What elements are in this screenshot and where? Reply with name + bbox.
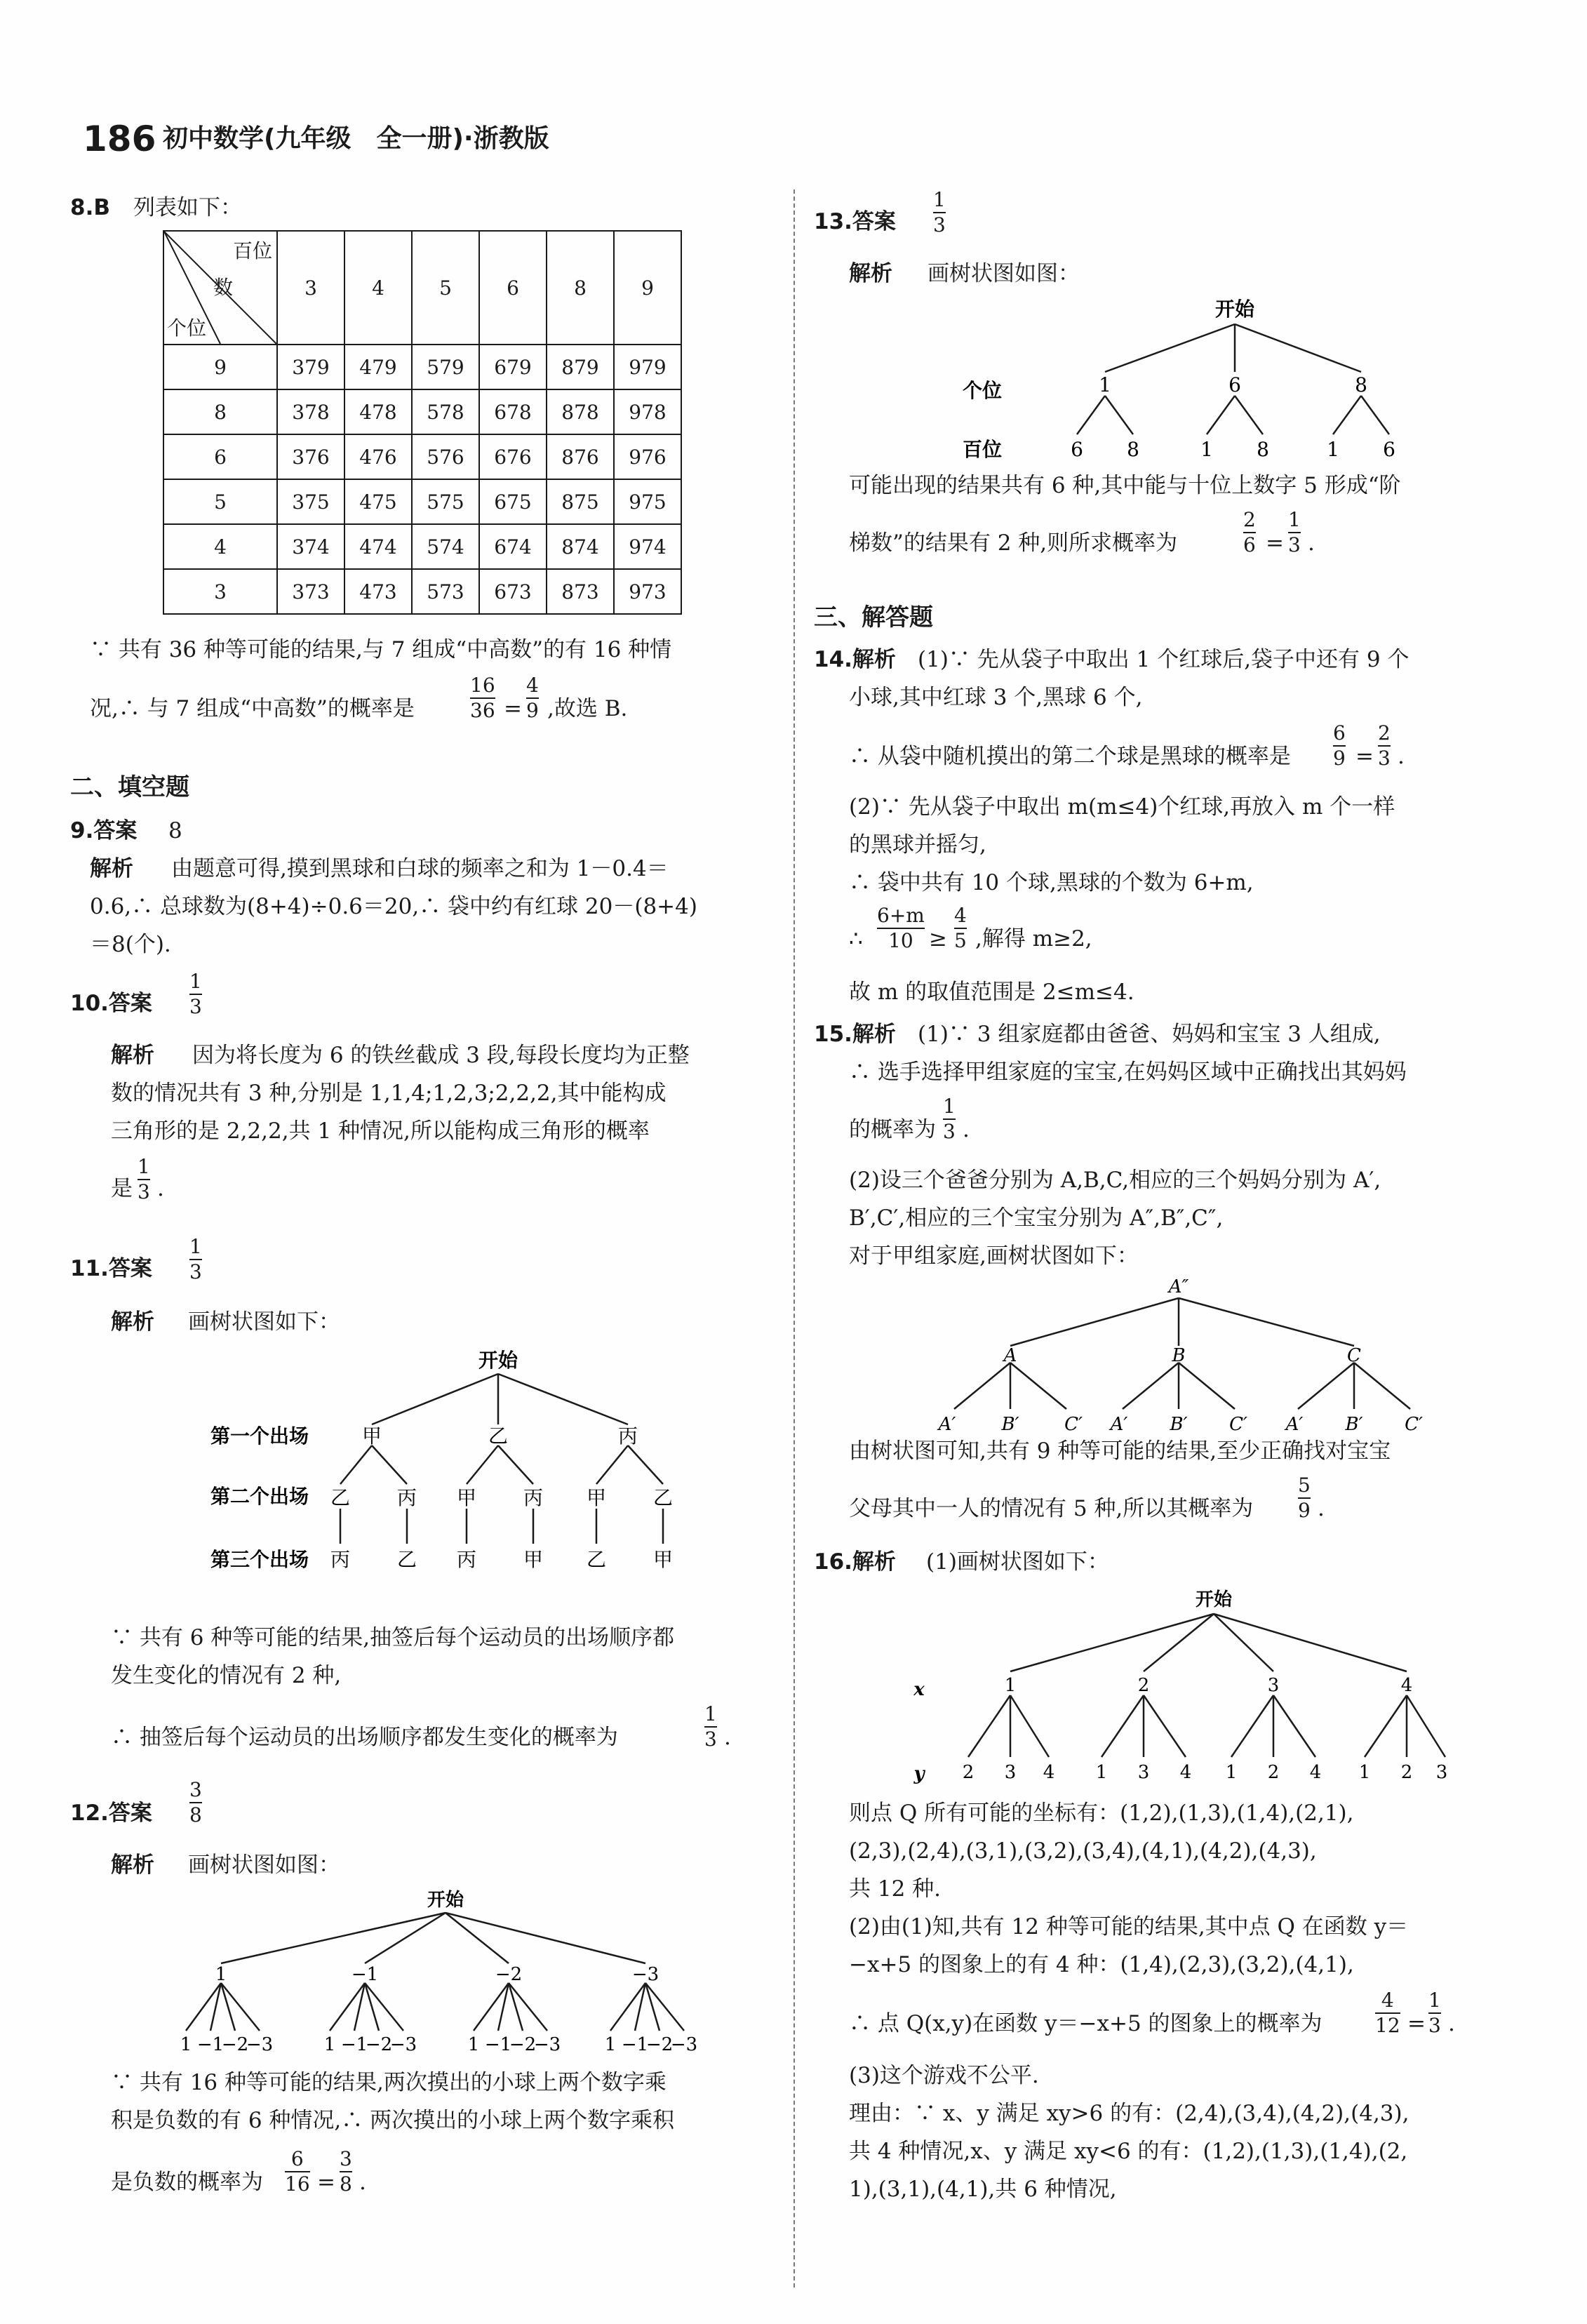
tree-node: 甲 (586, 1486, 607, 1509)
tree-leaf: 甲 (652, 1548, 674, 1571)
tree-root: 开始 (1214, 298, 1255, 321)
q10-l4: 是 (111, 1176, 133, 1201)
table-cell: 578 (412, 389, 479, 434)
q14-label: 14.解析 (814, 647, 896, 672)
denominator: 5 (954, 929, 967, 952)
q14-l6: ∴ 袋中共有 10 个球,黑球的个数为 6+m, (849, 870, 1254, 895)
tree-leaf: −2 (645, 2034, 674, 2055)
level-label: 百位 (962, 438, 1003, 461)
q14-frac2 (1378, 723, 1391, 769)
tree-leaf: A′ (938, 1414, 956, 1435)
table-cell: 473 (344, 569, 412, 614)
tree-leaf: 1 (323, 2034, 336, 2055)
q9-answer: 8 (168, 818, 182, 843)
table-cell: 875 (547, 479, 614, 524)
q11-c3: ∴ 抽签后每个运动员的出场顺序都发生变化的概率为 (111, 1725, 618, 1750)
y-level-label: y (913, 1763, 925, 1784)
q12-frac1 (285, 2149, 310, 2195)
tree-leaf: 1 (1358, 1762, 1371, 1783)
numerator: 2 (1243, 508, 1256, 531)
tree-node: 3 (1267, 1675, 1280, 1696)
denominator: 36 (470, 699, 495, 722)
q16-l2: (2,3),(2,4),(3,1),(3,2),(3,4),(4,1),(4,2),(4,3), (849, 1838, 1317, 1864)
q13-c1: 可能出现的结果共有 6 种,其中能与十位上数字 5 形成“阶 (849, 473, 1401, 498)
q15-c1: 由树状图可知,共有 9 种等可能的结果,至少正确找对宝宝 (849, 1438, 1391, 1464)
table-cell: 678 (479, 389, 547, 434)
q9-l2: 0.6,∴ 总球数为(8+4)÷0.6＝20,∴ 袋中约有红球 20－(8+4) (90, 894, 697, 919)
q15-l6: 对于甲组家庭,画树状图如下： (849, 1243, 1139, 1269)
q10-answer-frac (189, 971, 202, 1017)
q11-c2: 发生变化的情况有 2 种, (111, 1663, 342, 1688)
numerator: 3 (340, 2147, 352, 2170)
q15-l4: (2)设三个爸爸分别为 A,B,C,相应的三个妈妈分别为 A′, (849, 1168, 1381, 1193)
table-cell: 378 (277, 389, 344, 434)
tree-leaf: −3 (533, 2034, 561, 2055)
tree-leaf: 4 (1043, 1762, 1055, 1783)
q15-concl-frac (1298, 1475, 1311, 1521)
q12-c3: 是负数的概率为 (111, 2170, 263, 2195)
table-cell: 576 (412, 434, 479, 479)
denominator: 9 (1298, 1499, 1311, 1522)
tree-node: −3 (631, 1964, 659, 1985)
q13-label: 13.答案 (814, 209, 896, 234)
q15-l2: ∴ 选手选择甲组家庭的宝宝,在妈妈区域中正确找出其妈妈 (849, 1060, 1407, 1085)
table-cell: 479 (344, 345, 412, 389)
numerator: 1 (1428, 1989, 1441, 2012)
tree-leaf: 4 (1309, 1762, 1322, 1783)
table-row (163, 389, 681, 434)
table-cell: 879 (547, 345, 614, 389)
tree-leaf: C′ (1064, 1414, 1083, 1435)
q10-l1: 因为将长度为 6 的铁丝截成 3 段,每段长度均为正整 (192, 1043, 690, 1068)
q15-end: . (963, 1117, 970, 1142)
number-table (163, 230, 682, 615)
q14-l1: (1)∵ 先从袋子中取出 1 个红球后,袋子中还有 9 个 (918, 647, 1409, 672)
tree-leaf: 乙 (586, 1548, 607, 1571)
q15-c2: 父母其中一人的情况有 5 种,所以其概率为 (849, 1496, 1254, 1521)
tree-leaf: 2 (1267, 1762, 1280, 1783)
table-cell: 573 (412, 569, 479, 614)
table-cell: 874 (547, 524, 614, 569)
tree-node: 8 (1355, 373, 1367, 396)
table-cell: 675 (479, 479, 547, 524)
q16-tree-diagram (905, 1583, 1448, 1794)
col-header: 6 (479, 231, 547, 345)
numerator: 3 (189, 1778, 202, 1801)
tree-node: 1 (215, 1964, 227, 1985)
q8-frac1 (470, 675, 495, 721)
q16-frac2 (1428, 1990, 1441, 2036)
q9-l1: 由题意可得,摸到黑球和白球的频率之和为 1－0.4＝ (171, 856, 669, 881)
tree-leaf: C′ (1405, 1414, 1423, 1435)
tree-node: −1 (351, 1964, 379, 1985)
numerator: 5 (1298, 1474, 1311, 1497)
q14-ge: ≥ (929, 926, 947, 951)
table-row (163, 434, 681, 479)
denominator: 12 (1375, 2014, 1400, 2037)
tree-leaf: 8 (1257, 438, 1269, 461)
denominator: 9 (1333, 747, 1346, 770)
x-level-label: x (913, 1679, 925, 1700)
corner-bottom: 个位 (167, 316, 207, 340)
col-header: 5 (412, 231, 479, 345)
q13-tree-diagram (954, 290, 1445, 473)
tree-root: 开始 (427, 1890, 464, 1911)
col-header: 3 (277, 231, 344, 345)
q14-l5: 的黑球并摇匀, (849, 832, 986, 857)
col-header: 8 (547, 231, 614, 345)
q15-frac (943, 1096, 956, 1142)
q10-end: . (157, 1176, 164, 1201)
tree-node: C (1347, 1345, 1361, 1366)
q12-intro: 画树状图如图： (188, 1852, 340, 1878)
q14-l7a: ∴ (849, 926, 863, 951)
tree-leaf: 2 (962, 1762, 975, 1783)
tree-leaf: 1 (467, 2034, 480, 2055)
q8-line2b: ,故选 B. (547, 696, 628, 721)
table-cell: 973 (614, 569, 681, 614)
level-label: 第二个出场 (210, 1485, 309, 1508)
table-cell: 679 (479, 345, 547, 389)
tree-node: 1 (1099, 373, 1111, 396)
denominator: 3 (933, 213, 946, 236)
q8-line2a: 况,∴ 与 7 组成“中高数”的概率是 (90, 696, 415, 721)
denominator: 8 (189, 1803, 202, 1827)
q14-l2: 小球,其中红球 3 个,黑球 6 个, (849, 685, 1143, 710)
numerator: 2 (1378, 721, 1391, 744)
tree-node: 6 (1228, 373, 1241, 396)
table-cell: 873 (547, 569, 614, 614)
level-label: 第三个出场 (210, 1548, 309, 1571)
numerator: 1 (1288, 508, 1301, 531)
numerator: 1 (189, 970, 202, 993)
tree-node: 乙 (488, 1424, 509, 1448)
table-cell: 474 (344, 524, 412, 569)
q11-c1: ∵ 共有 6 种等可能的结果,抽签后每个运动员的出场顺序都 (111, 1625, 675, 1650)
q15-label: 15.解析 (814, 1022, 896, 1047)
tree-node: 甲 (456, 1486, 477, 1509)
tree-node: A (1003, 1345, 1017, 1366)
table-cell: 373 (277, 569, 344, 614)
q15-l3: 的概率为 (849, 1117, 936, 1142)
q8-frac2 (526, 675, 539, 721)
q16-l1: 则点 Q 所有可能的坐标有：(1,2),(1,3),(1,4),(2,1), (849, 1801, 1354, 1826)
q14-l8: 故 m 的取值范围是 2≤m≤4. (849, 980, 1134, 1005)
tree-leaf: 1 (1095, 1762, 1108, 1783)
tree-leaf: B′ (1170, 1414, 1188, 1435)
tree-leaf: 1 (604, 2034, 617, 2055)
tree-leaf: −1 (340, 2034, 368, 2055)
q9-l3: ＝8(个). (90, 932, 171, 957)
denominator: 3 (189, 995, 202, 1018)
tree-leaf: B′ (1001, 1414, 1019, 1435)
numerator: 6 (290, 2147, 304, 2170)
q12-answer-frac (189, 1779, 202, 1826)
table-cell: 575 (412, 479, 479, 524)
table-cell: 878 (547, 389, 614, 434)
row-header: 9 (163, 345, 277, 389)
tree-leaf: 4 (1179, 1762, 1192, 1783)
corner-top: 百位 (232, 239, 272, 262)
q14-l3: ∴ 从袋中随机摸出的第二个球是黑球的概率是 (849, 744, 1291, 769)
table-cell: 476 (344, 434, 412, 479)
denominator: 6 (1243, 533, 1256, 556)
denominator: 3 (1378, 747, 1391, 770)
denominator: 3 (704, 1728, 717, 1751)
tree-leaf: 3 (1004, 1762, 1017, 1783)
numerator: 6+m (877, 904, 925, 927)
q13-jx: 解析 (849, 261, 892, 286)
q16-end: . (1448, 2011, 1455, 2036)
tree-leaf: 1 (180, 2034, 192, 2055)
q13-intro: 画树状图如图： (928, 261, 1080, 286)
tree-leaf: 3 (1137, 1762, 1150, 1783)
table-cell: 375 (277, 479, 344, 524)
q13-eq: = (1266, 530, 1284, 556)
table-cell: 374 (277, 524, 344, 569)
q11-tree-diagram (196, 1340, 730, 1621)
q14-l7b: ,解得 m≥2, (975, 926, 1092, 951)
denominator: 3 (138, 1180, 150, 1203)
numerator: 1 (704, 1702, 717, 1725)
q8-line1: ∵ 共有 36 种等可能的结果,与 7 组成“中高数”的有 16 种情 (90, 637, 672, 662)
tree-leaf: 6 (1071, 438, 1083, 461)
q16-l6: ∴ 点 Q(x,y)在函数 y＝−x+5 的图象上的概率为 (849, 2011, 1322, 2036)
tree-leaf: C′ (1229, 1414, 1247, 1435)
tree-leaf: −1 (484, 2034, 512, 2055)
q16-l10: 1),(3,1),(4,1),共 6 种情况, (849, 2177, 1117, 2202)
numerator: 1 (943, 1095, 956, 1118)
tree-leaf: 1 (1327, 438, 1339, 461)
table-row (163, 479, 681, 524)
tree-node: 2 (1137, 1675, 1150, 1696)
tree-leaf: −1 (196, 2034, 225, 2055)
table-row (163, 569, 681, 614)
column-divider (794, 189, 795, 2288)
numerator: 4 (526, 674, 539, 697)
table-row (163, 524, 681, 569)
denominator: 3 (1428, 2014, 1441, 2037)
q10-label: 10.答案 (70, 991, 152, 1016)
level-label: 第一个出场 (210, 1424, 309, 1448)
q11-frac (704, 1704, 717, 1750)
q16-l5: −x+5 的图象上的有 4 种：(1,4),(2,3),(3,2),(4,1), (849, 1952, 1354, 1977)
q12-label: 12.答案 (70, 1801, 152, 1826)
table-cell: 673 (479, 569, 547, 614)
q15-cend: . (1318, 1496, 1325, 1521)
row-header: 8 (163, 389, 277, 434)
table-row (163, 345, 681, 389)
tree-node: 乙 (652, 1486, 674, 1509)
denominator: 8 (340, 2172, 352, 2196)
tree-leaf: A′ (1285, 1414, 1304, 1435)
table-cell: 876 (547, 434, 614, 479)
q11-jx: 解析 (111, 1309, 154, 1335)
q16-l7: (3)这个游戏不公平. (849, 2063, 1039, 2088)
row-header: 4 (163, 524, 277, 569)
q14-end: . (1398, 744, 1405, 769)
table-cell: 976 (614, 434, 681, 479)
tree-node: B (1172, 1345, 1186, 1366)
tree-leaf: −2 (221, 2034, 249, 2055)
tree-root: 开始 (478, 1349, 518, 1372)
row-header: 3 (163, 569, 277, 614)
table-cell: 478 (344, 389, 412, 434)
q15-l1: (1)∵ 3 组家庭都由爸爸、妈妈和宝宝 3 人组成, (918, 1022, 1381, 1047)
q16-l8: 理由：∵ x、y 满足 xy>6 的有：(2,4),(3,4),(4,2),(4,3), (849, 2101, 1409, 2126)
q16-l9: 共 4 种情况,x、y 满足 xy<6 的有：(1,2),(1,3),(1,4),(2, (849, 2139, 1408, 2164)
q11-end: . (724, 1725, 731, 1750)
table-cell: 676 (479, 434, 547, 479)
table-cell: 974 (614, 524, 681, 569)
tree-leaf: 3 (1435, 1762, 1448, 1783)
numerator: 4 (1381, 1989, 1394, 2012)
section-answer-title: 三、解答题 (814, 603, 933, 632)
tree-leaf: B′ (1345, 1414, 1363, 1435)
q15-l5: B′,C′,相应的三个宝宝分别为 A″,B″,C″, (849, 1206, 1224, 1231)
tree-node: 1 (1004, 1675, 1017, 1696)
tree-leaf: −3 (670, 2034, 698, 2055)
table-cell: 574 (412, 524, 479, 569)
tree-node: −2 (495, 1964, 523, 1985)
tree-leaf: 1 (1225, 1762, 1238, 1783)
denominator: 9 (526, 699, 539, 722)
q13-c2: 梯数”的结果有 2 种,则所求概率为 (849, 530, 1178, 556)
table-cell: 979 (614, 345, 681, 389)
q11-answer-frac (189, 1236, 202, 1283)
q8-label: 8.B (70, 195, 110, 220)
q14-ineq-frac1 (877, 905, 925, 951)
denominator: 16 (285, 2172, 310, 2196)
q9-jx: 解析 (90, 856, 133, 881)
tree-node: 丙 (617, 1424, 638, 1448)
tree-leaf: 1 (1200, 438, 1213, 461)
q13-end: . (1308, 530, 1315, 556)
q16-eq: = (1407, 2011, 1426, 2036)
q16-intro: (1)画树状图如下： (926, 1549, 1109, 1575)
q12-c2: 积是负数的有 6 种情况,∴ 两次摸出的小球上两个数字乘积 (111, 2108, 675, 2133)
tree-leaf: −2 (509, 2034, 537, 2055)
tree-node: 甲 (361, 1424, 382, 1448)
q16-label: 16.解析 (814, 1549, 896, 1575)
table-cell: 674 (479, 524, 547, 569)
q14-frac1 (1333, 723, 1346, 769)
q11-intro: 画树状图如下： (188, 1309, 340, 1335)
table-cell: 978 (614, 389, 681, 434)
tree-leaf: −3 (246, 2034, 274, 2055)
tree-leaf: −2 (365, 2034, 393, 2055)
tree-node: 丙 (523, 1486, 544, 1509)
row-header: 5 (163, 479, 277, 524)
numerator: 6 (1333, 721, 1346, 744)
tree-leaf: 8 (1127, 438, 1139, 461)
col-header: 9 (614, 231, 681, 345)
denominator: 10 (888, 929, 913, 952)
q11-label: 11.答案 (70, 1256, 152, 1281)
q9-label: 9.答案 (70, 818, 138, 843)
book-title: 初中数学(九年级 全一册)·浙教版 (163, 124, 549, 153)
tree-leaf: A′ (1110, 1414, 1128, 1435)
table-cell: 475 (344, 479, 412, 524)
tree-node: 乙 (330, 1486, 351, 1509)
level-label: 个位 (962, 379, 1003, 402)
q8-intro: 列表如下： (133, 195, 242, 220)
q13-frac2 (1288, 509, 1301, 556)
row-header: 6 (163, 434, 277, 479)
denominator: 3 (943, 1120, 956, 1143)
q12-tree-diagram (154, 1885, 737, 2060)
q16-l4: (2)由(1)知,共有 12 种等可能的结果,其中点 Q 在函数 y＝ (849, 1914, 1409, 1939)
table-cell: 376 (277, 434, 344, 479)
q13-frac1 (1243, 509, 1256, 556)
q16-l3: 共 12 种. (849, 1876, 942, 1902)
denominator: 3 (189, 1260, 202, 1283)
q15-tree-diagram (912, 1274, 1445, 1436)
q8-eq: = (504, 696, 522, 721)
table-corner (163, 231, 277, 345)
tree-root: A″ (1168, 1276, 1189, 1297)
q10-l2: 数的情况共有 3 种,分别是 1,1,4;1,2,3;2,2,2,其中能构成 (111, 1081, 667, 1106)
q14-l4: (2)∵ 先从袋子中取出 m(m≤4)个红球,再放入 m 个一样 (849, 794, 1395, 820)
tree-leaf: 丙 (330, 1548, 351, 1571)
table-cell: 379 (277, 345, 344, 389)
numerator: 1 (189, 1235, 202, 1258)
q13-answer-frac (933, 189, 946, 236)
numerator: 16 (470, 674, 495, 697)
tree-leaf: −1 (621, 2034, 649, 2055)
q14-eq: = (1355, 744, 1374, 769)
q16-frac1 (1375, 1990, 1400, 2036)
q12-frac2 (340, 2149, 352, 2195)
tree-node: 丙 (396, 1486, 417, 1509)
q10-jx: 解析 (111, 1043, 154, 1068)
tree-leaf: 乙 (396, 1548, 417, 1571)
tree-leaf: −3 (389, 2034, 417, 2055)
corner-mid: 数 (213, 276, 234, 299)
table-cell: 975 (614, 479, 681, 524)
q14-ineq-frac2 (954, 905, 967, 951)
numerator: 1 (933, 188, 946, 211)
tree-leaf: 甲 (523, 1548, 544, 1571)
q12-eq: = (317, 2170, 335, 2195)
q12-end: . (359, 2170, 366, 2195)
denominator: 3 (1288, 533, 1301, 556)
q10-l3: 三角形的是 2,2,2,共 1 种情况,所以能构成三角形的概率 (111, 1118, 650, 1144)
table-cell: 579 (412, 345, 479, 389)
q12-c1: ∵ 共有 16 种等可能的结果,两次摸出的小球上两个数字乘 (111, 2070, 667, 2095)
col-header: 4 (344, 231, 412, 345)
page-number: 186 (83, 119, 156, 159)
numerator: 1 (138, 1155, 150, 1178)
numerator: 4 (954, 904, 967, 927)
tree-node: 4 (1400, 1675, 1413, 1696)
section-fill-in-title: 二、填空题 (70, 773, 189, 801)
tree-leaf: 2 (1400, 1762, 1413, 1783)
tree-root: 开始 (1195, 1589, 1233, 1610)
tree-leaf: 丙 (456, 1548, 477, 1571)
q12-jx: 解析 (111, 1852, 154, 1878)
tree-leaf: 6 (1383, 438, 1395, 461)
q10-frac (138, 1156, 150, 1203)
